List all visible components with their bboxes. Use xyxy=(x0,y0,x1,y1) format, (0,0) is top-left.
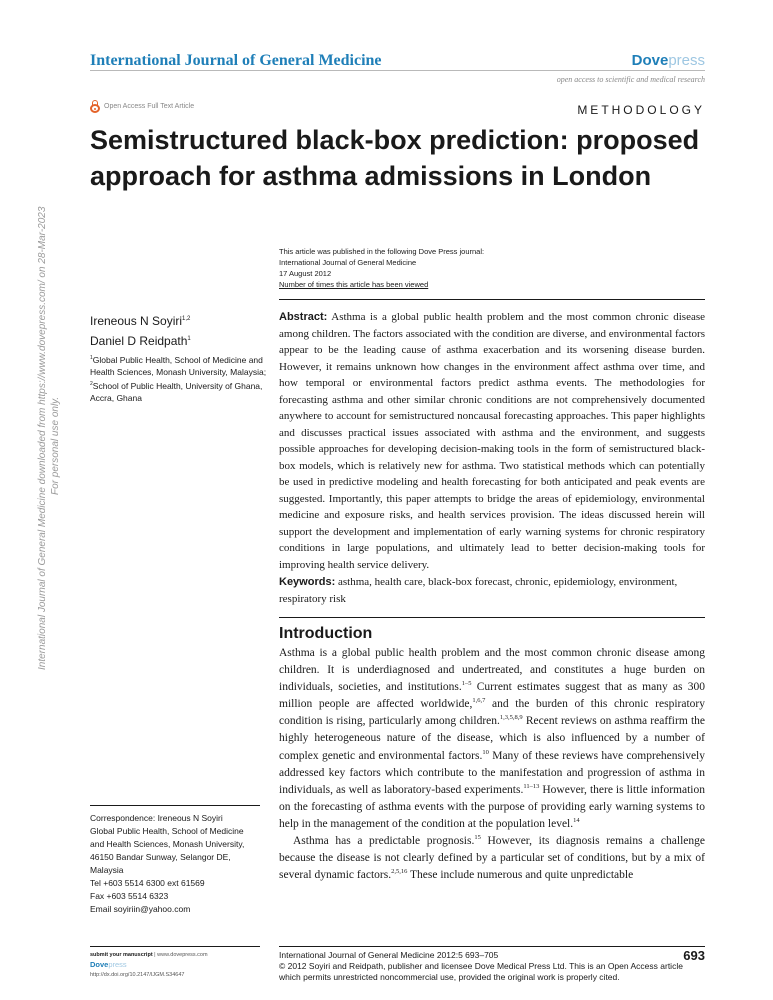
citation: International Journal of General Medicine 2012:5 693–705 xyxy=(279,950,499,960)
article-category: METHODOLOGY xyxy=(577,103,705,117)
citation-ref[interactable]: 11–13 xyxy=(523,782,540,790)
open-access-lock-icon xyxy=(90,100,100,113)
brand-part2: press xyxy=(108,960,127,969)
footer-right xyxy=(279,950,705,983)
journal-title: International Journal of General Medicine xyxy=(90,52,382,69)
brand-part1: Dove xyxy=(631,52,669,69)
correspondence-line: 46150 Bandar Sunway, Selangor DE, xyxy=(90,852,231,862)
affiliations xyxy=(90,352,270,404)
correspondence-line: Global Public Health, School of Medicine xyxy=(90,826,244,836)
intro-text: Current estimates suggest that as many as 300 million people are affected worldwide, xyxy=(279,681,705,711)
open-access-badge xyxy=(90,100,194,113)
page-number: 693 xyxy=(683,948,705,963)
download-side-note xyxy=(36,200,72,670)
citation-ref[interactable]: 15 xyxy=(474,834,481,842)
author-name: Ireneous N Soyiri xyxy=(90,314,183,328)
correspondence xyxy=(90,812,275,916)
correspondence-rule xyxy=(90,805,260,806)
affil-number: 1 xyxy=(90,355,93,361)
side-note-line: International Journal of General Medicine downloaded from https://www.dovepress.com/ on 28-Mar-2023 xyxy=(37,206,48,670)
affil-text: Global Public Health, School of Medicine and Health Sciences, Monash University, Malaysia; xyxy=(90,354,267,377)
correspondence-email[interactable]: Email soyiriin@yahoo.com xyxy=(90,904,191,914)
open-access-label: Open Access Full Text Article xyxy=(104,103,195,110)
brand-part2: press xyxy=(668,52,705,69)
article-views-link[interactable]: Number of times this article has been viewed xyxy=(279,280,429,289)
submit-site[interactable]: | www.dovepress.com xyxy=(152,952,208,958)
intro-text: Many of these reviews have comprehensively addressed key factors which contribute to the manifestation and progression of asthma in individuals, as well as laboratory-based experiments. xyxy=(279,749,705,796)
submit-manuscript-link[interactable]: submit your manuscript xyxy=(90,952,153,958)
doi-link[interactable]: http://dx.doi.org/10.2147/IJGM.S34647 xyxy=(90,972,185,978)
footer-rule-left xyxy=(90,946,260,947)
keywords-text: asthma, health care, black-box forecast, chronic, epidemiology, environment, respiratory risk xyxy=(279,576,678,605)
pub-info-line: This article was published in the following Dove Press journal: xyxy=(279,247,485,256)
publication-info xyxy=(279,246,484,290)
correspondence-line: and Health Sciences, Monash University, xyxy=(90,839,245,849)
paragraph xyxy=(279,645,705,833)
section-heading: Introduction xyxy=(279,625,373,642)
title-line: approach for asthma admissions in London xyxy=(90,161,652,191)
author-name: Daniel D Reidpath xyxy=(90,334,188,348)
author-affil-ref: 1,2 xyxy=(182,316,191,322)
citation-ref[interactable]: 1–5 xyxy=(461,680,472,688)
brand-part1: Dove xyxy=(90,960,109,969)
keywords-rule xyxy=(279,617,705,618)
pub-info-journal: International Journal of General Medicine xyxy=(279,258,417,267)
citation-ref[interactable]: 14 xyxy=(573,817,580,825)
intro-text: Recent reviews on asthma reaffirm the highly heterogeneous nature of the disease, which is also influenced by a number of complex genetic and environmental factors. xyxy=(279,715,705,762)
intro-text: However, its diagnosis remains a challenge because the disease is not clearly defined by a particular set of conditions, but by a mix of several dynamic factors. xyxy=(279,835,705,882)
abstract-text: Asthma is a global public health problem and the most common chronic disease among children. The factors associated with the condition are diverse, and environmental factors appear to be the leading cause of asthma exacerbation and its worsening disease burden. However, it remains unknown how changes in the environment affect asthma over time, and how temporal or environmental factors predict asthma events. The methodologies for forecasting asthma and other similar chronic conditions are not comprehensively documented anywhere to account for semistructured noncausal forecasting approaches. This paper highlights and discusses practical issues associated with asthma and the environment, and suggests possible approaches for developing decision-making tools in the form of semistructured black-box models, which is relatively new for asthma. Two statistical methods which can potentially be used in predictive modeling and health forecasting for both anticipated and peak events are suggested. Importantly, this paper attempts to bridge the areas of epidemiology, environmental medicine and exposure risks, and health services provision. The ideas discussed herein will support the development and implementation of early warning systems for chronic respiratory conditions in large populations, and ultimately lead to better decision-making tools for improving health service delivery. xyxy=(279,311,705,571)
pub-info-rule xyxy=(279,299,705,300)
keywords-label: Keywords: xyxy=(279,576,336,588)
affil-number: 2 xyxy=(90,380,93,387)
footer-rule-right xyxy=(279,946,705,947)
abstract xyxy=(279,309,705,573)
brand-tagline: open access to scientific and medical research xyxy=(556,75,705,84)
article-title xyxy=(90,122,730,194)
citation-ref[interactable]: 1,3,5,8,9 xyxy=(499,714,523,722)
keywords xyxy=(279,574,705,607)
footer-left xyxy=(90,950,208,980)
affil-text: School of Public Health, University of Ghana, Accra, Ghana xyxy=(90,380,263,403)
citation-ref[interactable]: 1,6,7 xyxy=(472,697,486,705)
correspondence-line: Malaysia xyxy=(90,865,124,875)
intro-text: However, there is little information on the forecasting of asthma events with the purpose of providing early warning systems to help in the management of the condition at the population level. xyxy=(279,783,705,830)
intro-text: and the burden of this chronic respiratory condition is rising, particularly among children. xyxy=(279,698,705,728)
citation-ref[interactable]: 10 xyxy=(482,748,489,756)
author xyxy=(90,310,191,330)
paragraph xyxy=(279,833,705,884)
title-line: Semistructured black-box prediction: proposed xyxy=(90,125,700,155)
intro-text: These include numerous and quite unpredictable xyxy=(407,869,634,882)
intro-text: Asthma has a predictable prognosis. xyxy=(293,835,475,848)
correspondence-line: Correspondence: Ireneous N Soyiri xyxy=(90,813,223,823)
header-rule xyxy=(90,70,705,71)
introduction-body xyxy=(279,645,705,884)
correspondence-fax: Fax +603 5514 6323 xyxy=(90,891,169,901)
abstract-label: Abstract: xyxy=(279,311,328,323)
author xyxy=(90,330,191,350)
dovepress-logo[interactable] xyxy=(632,52,705,69)
side-note-line: For personal use only. xyxy=(50,396,61,495)
author-affil-ref: 1 xyxy=(187,336,191,342)
correspondence-tel: Tel +603 5514 6300 ext 61569 xyxy=(90,878,205,888)
pub-info-date: 17 August 2012 xyxy=(279,269,332,278)
license-text: © 2012 Soyiri and Reidpath, publisher and licensee Dove Medical Press Ltd. This is an Open Access article which permits unrestricted noncommercial use, provided the original work is properly cited. xyxy=(279,961,683,982)
authors-block xyxy=(90,310,191,350)
intro-text: Asthma is a global public health problem and the most common chronic disease among children. It is underdiagnosed and undertreated, and constitutes a huge burden on individuals, societies, and institutions. xyxy=(279,647,705,694)
citation-ref[interactable]: 2,5,16 xyxy=(391,868,408,876)
footer-dovepress-logo[interactable] xyxy=(90,960,208,970)
